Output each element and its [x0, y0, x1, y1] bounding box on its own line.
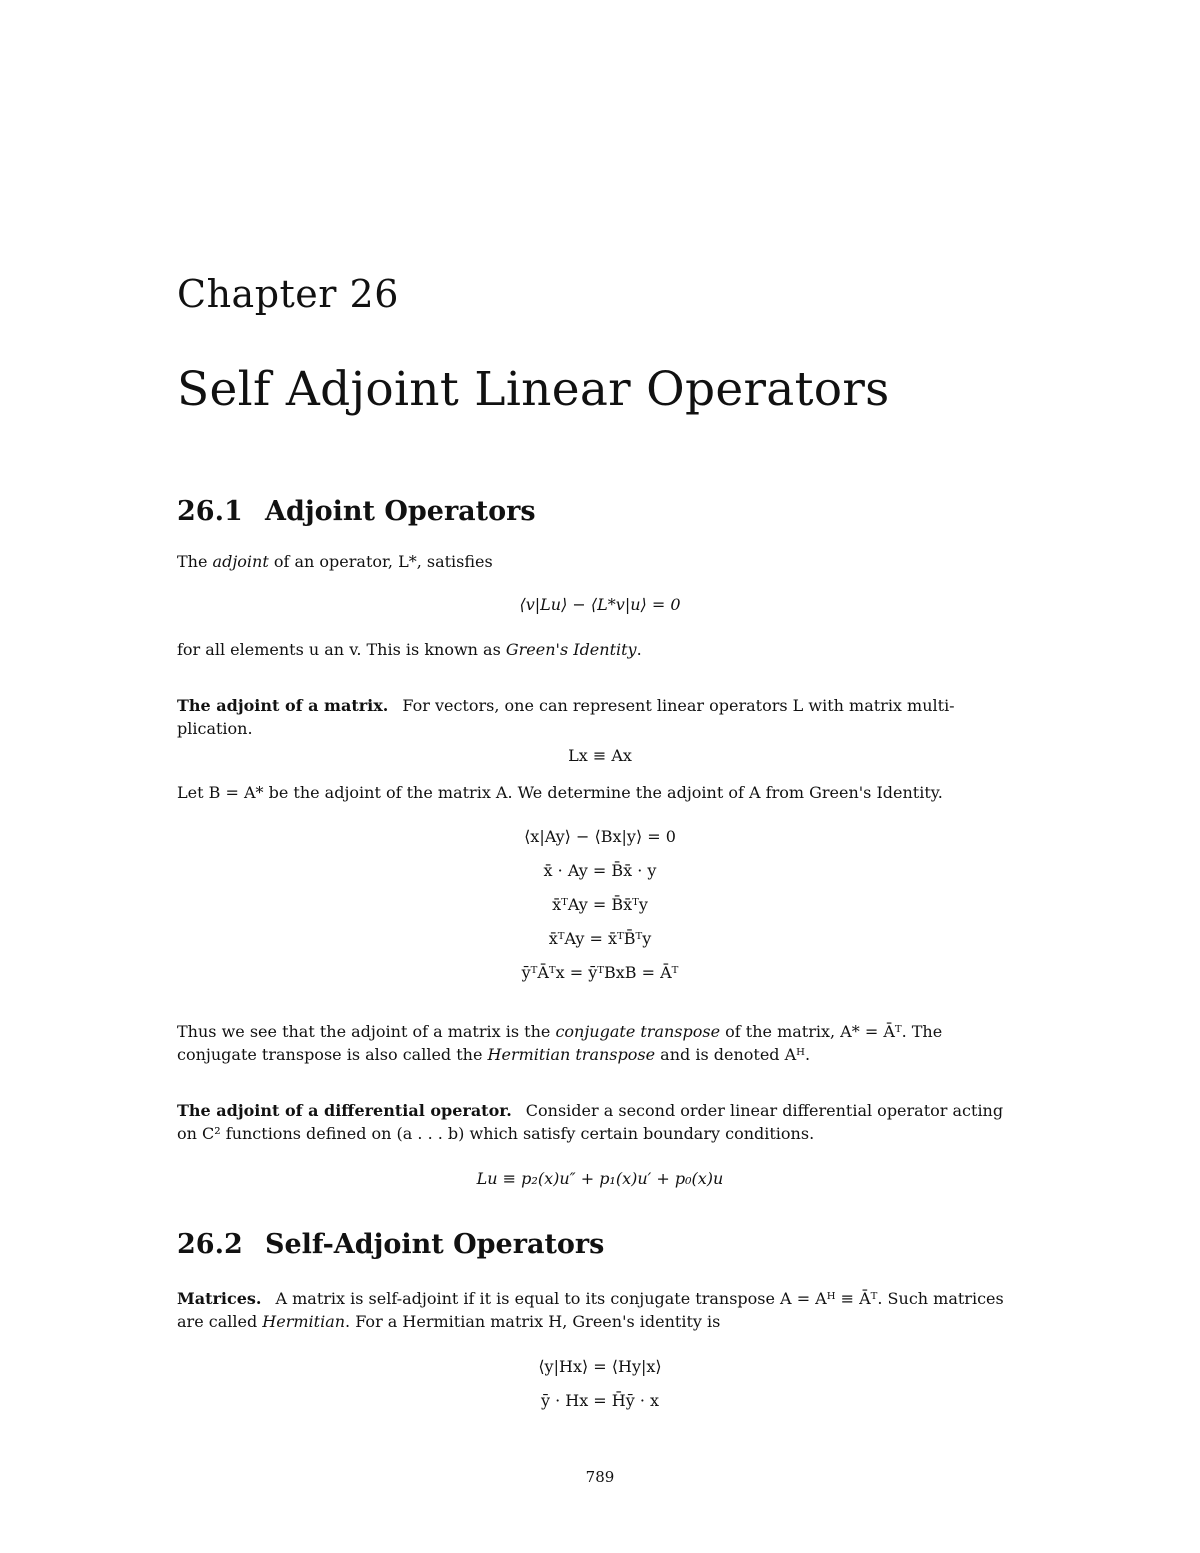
- section-number: 26.1: [177, 496, 243, 527]
- section-title: Self-Adjoint Operators: [265, 1229, 605, 1260]
- paragraph-adjoint-intro: The adjoint of an operator, L*, satisfies: [177, 552, 493, 571]
- paragraph-greens-identity: for all elements u an v. This is known as Green's Identity.: [177, 640, 642, 659]
- derivation-line: x̄ᵀAy = x̄ᵀB̄ᵀy: [548, 929, 652, 948]
- derivation-line: x̄ · Ay = B̄x̄ · y: [543, 861, 657, 880]
- paragraph-differential-operator: The adjoint of a differential operator. Consider a second order linear differential operator acting on C² functions defined on (a . . . b) which satisfy certain boundary conditions.: [177, 1101, 1004, 1143]
- term-greens-identity: Green's Identity: [505, 640, 637, 659]
- equation-derivation: [177, 820, 1023, 990]
- section-heading-26-1: [177, 496, 536, 527]
- section-heading-26-2: [177, 1229, 604, 1260]
- derivation-line: ⟨x|Ay⟩ − ⟨Bx|y⟩ = 0: [524, 827, 676, 846]
- paragraph-heading: Matrices.: [177, 1289, 262, 1308]
- paragraph-heading: The adjoint of a matrix.: [177, 696, 389, 715]
- paragraph-let-B: Let B = A* be the adjoint of the matrix A. We determine the adjoint of A from Green's Identity.: [177, 783, 943, 802]
- derivation-line: x̄ᵀAy = B̄x̄ᵀy: [552, 895, 648, 914]
- equation-line: ȳ · Hx = H̄ȳ · x: [540, 1391, 660, 1410]
- paragraph-conjugate-transpose: Thus we see that the adjoint of a matrix is the conjugate transpose of the matrix, A* = Āᵀ. The conjugate transpose is also called the Hermitian transpose and is denoted Aᴴ.: [177, 1022, 943, 1064]
- term-hermitian: Hermitian: [262, 1312, 346, 1331]
- paragraph-matrices: Matrices. A matrix is self-adjoint if it is equal to its conjugate transpose A = Aᴴ ≡ Āᵀ. Such matrices are called Hermitian. For a Hermitian matrix H, Green's identity is: [177, 1289, 1004, 1331]
- paragraph-heading: The adjoint of a differential operator.: [177, 1101, 512, 1120]
- equation-greens-identity: ⟨v|Lu⟩ − ⟨L*v|u⟩ = 0: [519, 595, 681, 614]
- equation-Lu: Lu ≡ p₂(x)u″ + p₁(x)u′ + p₀(x)u: [476, 1169, 724, 1188]
- equation-hermitian-identity: [177, 1350, 1023, 1418]
- equation-line: ⟨y|Hx⟩ = ⟨Hy|x⟩: [538, 1357, 662, 1376]
- term-hermitian-transpose: Hermitian transpose: [487, 1045, 656, 1064]
- page-number: 789: [585, 1468, 615, 1486]
- term-adjoint: adjoint: [212, 552, 269, 571]
- section-number: 26.2: [177, 1229, 243, 1260]
- chapter-title: Self Adjoint Linear Operators: [177, 362, 890, 417]
- equation-Lx: Lx ≡ Ax: [568, 746, 632, 765]
- paragraph-adjoint-matrix: The adjoint of a matrix. For vectors, one can represent linear operators L with matrix multi- plication.: [177, 696, 955, 738]
- section-title: Adjoint Operators: [265, 496, 536, 527]
- term-conjugate-transpose: conjugate transpose: [555, 1022, 721, 1041]
- chapter-label: Chapter 26: [177, 272, 399, 316]
- derivation-line: ȳᵀĀᵀx = ȳᵀBxB = Āᵀ: [521, 963, 679, 982]
